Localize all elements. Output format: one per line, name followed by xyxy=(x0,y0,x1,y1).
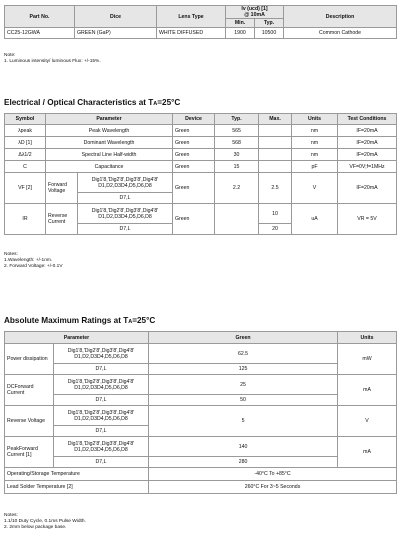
table-row xyxy=(5,406,397,426)
cell-digits xyxy=(78,173,173,193)
cell-min: 1900 xyxy=(226,28,255,39)
note-3 xyxy=(4,513,86,531)
digits-line2: D1,D2,D3D4,D5,D6,D8 xyxy=(74,353,128,360)
cell-device: Green xyxy=(173,173,215,204)
cell-description: Common Cathode xyxy=(284,28,397,39)
digits-line1: Dig1'8,'Dig2'8',Dig3'8',Dig4'8' xyxy=(67,440,135,447)
cell-symbol: C xyxy=(5,161,46,173)
cell-max xyxy=(259,161,292,173)
digits-line2: D1,D2,D3D4,D5,D6,D8 xyxy=(74,384,128,391)
section-electrical-heading: Electrical / Optical Characteristics at TA=25°C xyxy=(4,98,181,107)
cell-parameter: Dominant Wavelength xyxy=(46,137,173,149)
table-row xyxy=(5,468,397,481)
cell-units: pF xyxy=(292,161,338,173)
cell-digits xyxy=(54,344,149,364)
cell-op-temp-value: -40°C To +85°C xyxy=(149,468,397,481)
table-row xyxy=(5,161,397,173)
table-row xyxy=(5,481,397,494)
cell-solder-value: 260°C For 3~5 Seconds xyxy=(149,481,397,494)
cell-device: Green xyxy=(173,204,215,235)
header-part-no: Part No. xyxy=(5,6,75,28)
table-row xyxy=(5,204,397,224)
cell-value: 50 xyxy=(149,395,338,406)
table-row xyxy=(5,375,397,395)
table-row xyxy=(5,344,397,364)
table-row xyxy=(5,173,397,193)
cell-group-forward-voltage: Forward Voltage xyxy=(46,173,78,204)
cell-symbol-vf: VF [2] xyxy=(5,173,46,204)
cell-parameter: Spectral Line Half-width xyxy=(46,149,173,161)
note-1-line1: 1. Luminous intensity/ luminous Flux: +/-15%. xyxy=(4,59,101,64)
cell-group-name: DCForward Current xyxy=(5,375,54,406)
note-2-title: Notes: xyxy=(4,252,18,257)
cell-typ: 15 xyxy=(215,161,259,173)
cell-value: 125 xyxy=(149,364,338,375)
table-row xyxy=(5,137,397,149)
header-min: Min. xyxy=(226,19,255,28)
cell-max: 20 xyxy=(259,224,292,235)
header-green: Green xyxy=(149,332,338,344)
header-units: Units xyxy=(338,332,397,344)
cell-typ: 2.2 xyxy=(215,173,259,204)
header-test-conditions: Test Conditions xyxy=(338,114,397,125)
digits-line2: D1,D2,D3D4,D5,D6,D8 xyxy=(74,415,128,422)
note-3-line2: 2. 2mm below package base. xyxy=(4,525,67,530)
header-symbol: Symbol xyxy=(5,114,46,125)
cell-symbol-ir: IR xyxy=(5,204,46,235)
cell-typ: 568 xyxy=(215,137,259,149)
part-table xyxy=(4,5,397,39)
header-description: Description xyxy=(284,6,397,28)
cell-group-name: PeakForward Current [1] xyxy=(5,437,54,468)
cell-units: V xyxy=(292,173,338,204)
cell-value: 25 xyxy=(149,375,338,395)
cell-condition: VF=0V;f=1MHz xyxy=(338,161,397,173)
absolute-max-table xyxy=(4,331,397,494)
cell-part-no: CC25-12GWA xyxy=(5,28,75,39)
cell-symbol: λD [1] xyxy=(5,137,46,149)
cell-dice: GREEN (GaP) xyxy=(75,28,157,39)
cell-max xyxy=(259,137,292,149)
cell-unit: mA xyxy=(338,437,397,468)
cell-digits xyxy=(54,406,149,426)
cell-group-name: Reverse Voltage xyxy=(5,406,54,437)
cell-device: Green xyxy=(173,149,215,161)
note-1-title: Note: xyxy=(4,53,16,58)
cell-device: Green xyxy=(173,137,215,149)
cell-unit: mW xyxy=(338,344,397,375)
digits-line1: Dig1'8,'Dig2'8',Dig3'8',Dig4'8' xyxy=(67,378,135,385)
header-iv-sub: @ 10mA xyxy=(244,12,265,18)
note-2-line1: 1.Wavelength: +/-1nm. xyxy=(4,258,53,263)
cell-d7: D7,L xyxy=(78,193,173,204)
note-2-line2: 2. Forward Voltage: +/-0.1V xyxy=(4,264,63,269)
cell-max: 2.5 xyxy=(259,173,292,204)
cell-parameter: Capacitance xyxy=(46,161,173,173)
section-absolute-max-heading: Absolute Maximum Ratings at TA=25°C xyxy=(4,316,156,325)
header-typ: Typ. xyxy=(255,19,284,28)
cell-d7: D7,L xyxy=(54,364,149,375)
header-units: Units xyxy=(292,114,338,125)
table-row xyxy=(5,125,397,137)
header-iv xyxy=(226,6,284,19)
note-3-title: Notes: xyxy=(4,513,18,518)
cell-unit: mA xyxy=(338,375,397,406)
cell-units: uA xyxy=(292,204,338,235)
cell-value: 62.5 xyxy=(149,344,338,364)
digits-line1: Dig1'8,'Dig2'8',Dig3'8',Dig4'8' xyxy=(67,409,135,416)
cell-typ: 30 xyxy=(215,149,259,161)
note-1 xyxy=(4,53,101,65)
cell-units: nm xyxy=(292,149,338,161)
cell-group-name: Power dissipation xyxy=(5,344,54,375)
digits-line2: D1,D2,D3D4,D5,D6,D8 xyxy=(98,213,152,220)
cell-digits xyxy=(54,437,149,457)
header-dice: Dice xyxy=(75,6,157,28)
cell-group-reverse-current: Reverse Current xyxy=(46,204,78,235)
cell-digits xyxy=(54,375,149,395)
cell-unit: V xyxy=(338,406,397,437)
cell-typ xyxy=(215,204,259,235)
cell-d7: D7,L xyxy=(54,457,149,468)
header-parameter: Parameter xyxy=(5,332,149,344)
table-row xyxy=(5,149,397,161)
cell-d7: D7,L xyxy=(54,395,149,406)
cell-value: 5 xyxy=(149,406,338,437)
cell-max: 10 xyxy=(259,204,292,224)
cell-condition: VR = 5V xyxy=(338,204,397,235)
digits-line2: D1,D2,D3D4,D5,D6,D8 xyxy=(74,446,128,453)
cell-lens-type: WHITE DIFFUSED xyxy=(157,28,226,39)
cell-solder-label: Lead Solder Temperature [2] xyxy=(5,481,149,494)
cell-symbol: λpeak xyxy=(5,125,46,137)
cell-digits xyxy=(78,204,173,224)
cell-device: Green xyxy=(173,125,215,137)
header-device: Device xyxy=(173,114,215,125)
cell-typ: 565 xyxy=(215,125,259,137)
digits-line1: Dig1'8,'Dig2'8',Dig3'8',Dig4'8' xyxy=(67,347,135,354)
electrical-table xyxy=(4,113,397,235)
cell-typ: 10500 xyxy=(255,28,284,39)
cell-value: 140 xyxy=(149,437,338,457)
digits-line1: Dig1'8,'Dig2'8',Dig3'8',Dig4'8' xyxy=(91,176,159,183)
digits-line1: Dig1'8,'Dig2'8',Dig3'8',Dig4'8' xyxy=(91,207,159,214)
cell-max xyxy=(259,149,292,161)
cell-op-temp-label: Operating/Storage Temperature xyxy=(5,468,149,481)
note-3-line1: 1.1/10 Duty Cycle, 0.1ms Pulse Width. xyxy=(4,519,86,524)
table-row xyxy=(5,437,397,457)
cell-d7: D7,L xyxy=(54,426,149,437)
note-2 xyxy=(4,252,63,270)
header-lens-type: Lens Type xyxy=(157,6,226,28)
cell-symbol: Δλ1/2 xyxy=(5,149,46,161)
digits-line2: D1,D2,D3D4,D5,D6,D8 xyxy=(98,182,152,189)
cell-max xyxy=(259,125,292,137)
cell-parameter: Peak Wavelength xyxy=(46,125,173,137)
cell-condition: IF=20mA xyxy=(338,137,397,149)
cell-units: nm xyxy=(292,125,338,137)
cell-units: nm xyxy=(292,137,338,149)
cell-condition: IF=20mA xyxy=(338,173,397,204)
cell-condition: IF=20mA xyxy=(338,149,397,161)
cell-value: 280 xyxy=(149,457,338,468)
cell-device: Green xyxy=(173,161,215,173)
header-parameter: Parameter xyxy=(46,114,173,125)
cell-condition: IF=20mA xyxy=(338,125,397,137)
header-typ: Typ. xyxy=(215,114,259,125)
cell-d7: D7,L xyxy=(78,224,173,235)
header-max: Max. xyxy=(259,114,292,125)
header-iv-title: Iv (ucd) [1] xyxy=(241,6,268,12)
